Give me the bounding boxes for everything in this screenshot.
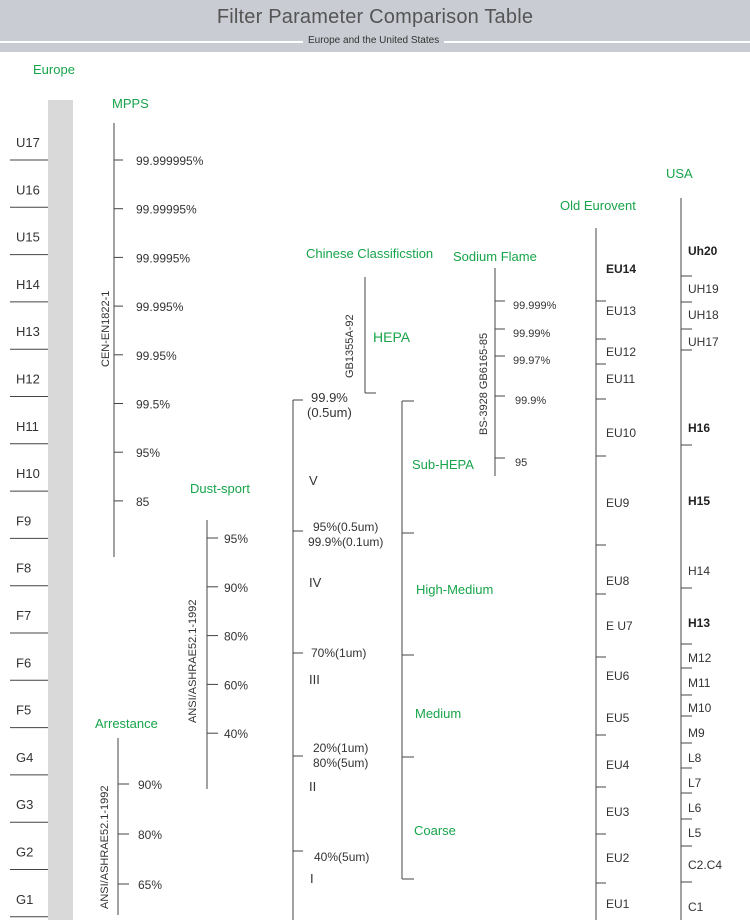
europe-class-label: F9: [16, 513, 32, 529]
dust-spot-tick-group: [207, 532, 248, 741]
usa-class-label: C1: [688, 900, 704, 914]
chinese-category-label: Medium: [415, 706, 462, 721]
sodium-tick-label: 99.99%: [513, 328, 551, 340]
mpps-title: MPPS: [112, 96, 149, 111]
europe-class-group: [10, 135, 48, 917]
europe-class-label: U16: [16, 182, 40, 198]
dust-spot-tick-label: 90%: [224, 580, 249, 595]
usa-class-label: L6: [688, 801, 702, 815]
chinese-value-ticks: [293, 400, 303, 851]
usa-ticks: [681, 276, 692, 882]
chinese-category-label: Coarse: [414, 823, 456, 838]
europe-scale-bar: [48, 100, 73, 920]
sodium-tick-group: [495, 300, 557, 469]
arrestance-tick-group: [118, 778, 162, 892]
old-eurovent-class-label: EU12: [606, 345, 637, 359]
old-eurovent-class-label: EU5: [606, 711, 630, 725]
old-eurovent-class-label: EU10: [606, 426, 637, 440]
chinese-title: Chinese Classificstion: [306, 246, 434, 261]
sodium-tick-label: 99.97%: [513, 355, 551, 367]
old-eurovent-class-group: [606, 262, 636, 911]
dust-spot-tick-label: 95%: [224, 532, 249, 546]
old-eurovent-class-label: EU4: [606, 758, 630, 772]
mpps-tick-label: 99.995%: [136, 300, 184, 315]
old-eurovent-class-label: EU13: [606, 304, 637, 318]
chinese-grade-label: III: [309, 672, 320, 687]
chinese-value-group: [308, 520, 383, 864]
arrestance-axis-label: ANSI/ASHRAE52.1-1992: [99, 785, 111, 909]
chinese-value-label: 95%(0.5um): [313, 520, 379, 534]
chinese-standard-label: GB1355A-92: [344, 314, 356, 378]
usa-class-label: H13: [688, 616, 711, 630]
chinese-value-label: 99.9%(0.1um): [308, 535, 384, 549]
arrestance-tick-label: 65%: [138, 878, 163, 892]
chinese-grade-label: I: [310, 871, 314, 886]
europe-class-label: G2: [16, 844, 34, 860]
old-eurovent-class-label: EU1: [606, 897, 630, 911]
dust-spot-title: Dust-sport: [190, 481, 250, 496]
usa-class-label: L7: [688, 776, 702, 790]
mpps-tick-label: 99.9995%: [136, 251, 191, 266]
europe-class-label: F5: [16, 702, 32, 718]
mpps-tick-label: 99.99995%: [136, 202, 197, 217]
usa-class-label: M10: [688, 701, 712, 715]
page-title: Filter Parameter Comparison Table: [216, 6, 534, 28]
chinese-grade-label: II: [309, 779, 317, 794]
chinese-value-label: 80%(5um): [313, 756, 369, 770]
usa-class-label: H15: [688, 494, 711, 508]
mpps-axis-label: CEN-EN1822-1: [100, 290, 112, 367]
europe-class-label: G1: [16, 891, 34, 907]
chinese-value-label: 20%(1um): [313, 741, 369, 755]
usa-class-label: L8: [688, 751, 702, 765]
europe-class-label: H10: [16, 466, 40, 482]
europe-class-label: H14: [16, 276, 40, 292]
mpps-tick-label: 99.95%: [136, 348, 177, 363]
europe-class-label: H13: [16, 324, 40, 340]
mpps-tick-label: 99.999995%: [136, 154, 204, 168]
chinese-value-label: 40%(5um): [314, 850, 370, 864]
old-eurovent-class-label: EU11: [606, 372, 636, 386]
europe-class-label: H11: [16, 418, 39, 434]
chinese-top-value-sub: (0.5um): [307, 405, 352, 420]
mpps-tick-group: [114, 154, 204, 509]
usa-class-label: M12: [688, 651, 712, 665]
sodium-tick-label: 99.999%: [513, 300, 557, 312]
mpps-tick-label: 95%: [136, 446, 161, 461]
old-eurovent-class-label: E U7: [606, 619, 633, 633]
old-eurovent-class-label: EU9: [606, 496, 630, 510]
sodium-flame-title: Sodium Flame: [453, 249, 537, 264]
chinese-grade-label: V: [309, 473, 318, 488]
sodium-tick-label: 99.9%: [515, 395, 547, 407]
chinese-value-label: 70%(1um): [311, 646, 367, 660]
europe-class-label: U15: [16, 229, 40, 245]
europe-class-label: G3: [16, 797, 34, 813]
chinese-grade-label: IV: [309, 575, 322, 590]
arrestance-tick-label: 80%: [138, 828, 163, 842]
europe-class-label: F7: [16, 608, 32, 623]
sodium-tick-label: 95: [515, 457, 528, 469]
dust-spot-tick-label: 80%: [224, 629, 249, 644]
old-eurovent-ticks: [596, 301, 606, 883]
usa-class-label: H14: [688, 564, 711, 578]
chinese-top-value: 99.9%: [311, 390, 348, 405]
usa-class-label: UH19: [688, 282, 719, 296]
chinese-category-group: [412, 457, 493, 838]
dust-spot-tick-label: 60%: [224, 678, 249, 693]
europe-class-label: F8: [16, 560, 32, 576]
usa-class-label: L5: [688, 826, 702, 840]
usa-class-label: M9: [688, 726, 705, 740]
sodium-axis-label: BS-3928 GB6165-85: [478, 332, 490, 435]
usa-title: USA: [666, 166, 693, 181]
europe-class-label: F6: [16, 655, 32, 671]
europe-class-label: G4: [16, 749, 34, 765]
old-eurovent-class-label: EU6: [606, 669, 630, 683]
mpps-tick-label: 99.5%: [136, 397, 171, 412]
usa-class-label: M11: [688, 676, 711, 690]
europe-title: Europe: [33, 62, 75, 77]
chinese-category-label: Sub-HEPA: [412, 457, 474, 472]
usa-class-group: [688, 244, 722, 914]
old-eurovent-class-label: EU2: [606, 851, 630, 865]
usa-class-label: UH17: [688, 335, 719, 349]
usa-class-label: C2.C4: [688, 858, 723, 872]
old-eurovent-class-label: EU3: [606, 805, 630, 819]
usa-class-label: H16: [688, 421, 711, 435]
hepa-label: HEPA: [373, 329, 411, 345]
page-subtitle: Europe and the United States: [303, 35, 444, 46]
dust-spot-axis-label: ANSI/ASHRAE52.1-1992: [187, 599, 199, 723]
old-eurovent-class-label: EU14: [606, 262, 637, 276]
europe-class-label: H12: [16, 371, 40, 387]
arrestance-title: Arrestance: [95, 716, 158, 731]
chinese-category-label: High-Medium: [416, 582, 494, 597]
usa-class-label: Uh20: [688, 244, 718, 258]
dust-spot-tick-label: 40%: [224, 727, 249, 742]
old-eurovent-title: Old Eurovent: [560, 198, 636, 213]
old-eurovent-class-label: EU8: [606, 574, 630, 588]
europe-class-label: U17: [16, 135, 40, 150]
arrestance-tick-label: 90%: [138, 778, 163, 792]
usa-class-label: UH18: [688, 308, 719, 322]
mpps-tick-label: 85: [136, 494, 150, 509]
chinese-category-ticks: [402, 401, 414, 879]
